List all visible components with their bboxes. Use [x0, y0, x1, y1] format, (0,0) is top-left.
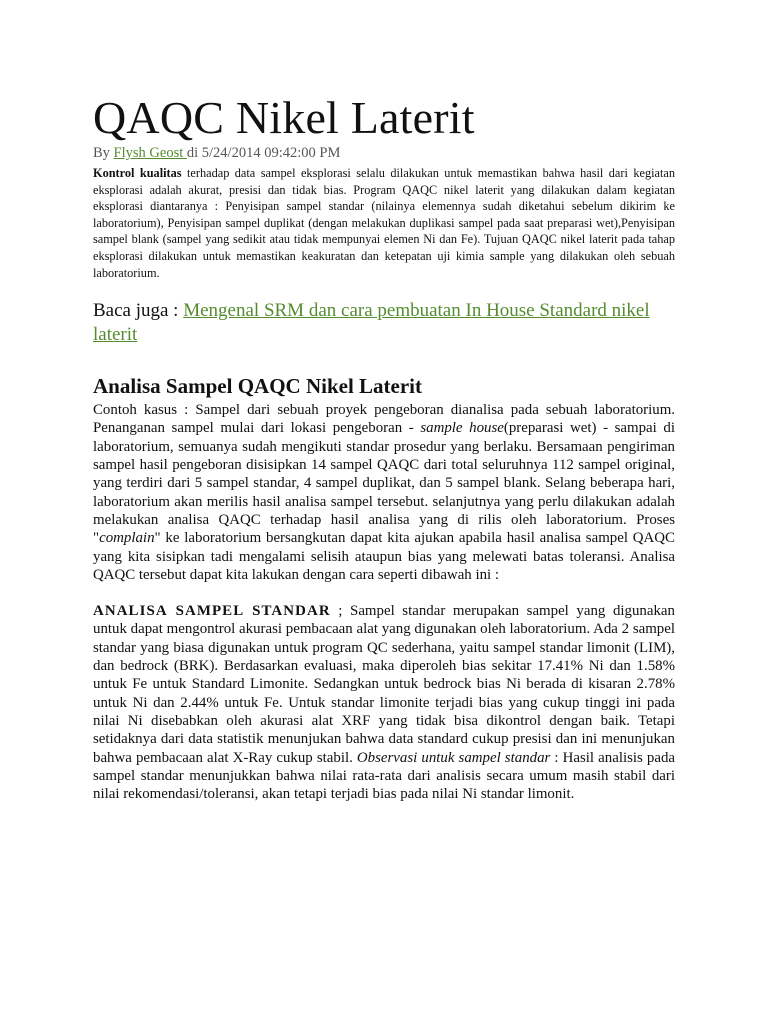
page-title: QAQC Nikel Laterit	[93, 92, 475, 143]
section-heading: Analisa Sampel QAQC Nikel Laterit	[93, 374, 422, 399]
case-text-1: Contoh kasus : Sampel dari sebuah proyek pengeboran dianalisa pada sebuah laboratorium. Penanganan sampel mulai dari lokasi pengeboran -	[93, 402, 675, 437]
standard-text-2: : Hasil analisis pada sampel standar menunjukkan bahwa nilai rata-rata dari analisis secara umum masih stabil dari nilai rekomendasi/toleransi, akan tetapi terjadi bias pada nilai Ni standar limonit.	[93, 749, 676, 803]
case-paragraph	[93, 401, 675, 584]
related-article-link[interactable]: Mengenal SRM dan cara pembuatan In House Standard nikel laterit	[93, 300, 650, 346]
standard-paragraph	[93, 602, 675, 803]
case-text-2: (preparasi wet) - sampai di laboratorium, semuanya sudah mengikuti standar prosedur yang berlaku. Bersamaan pengiriman sampel hasil pengeboran disisipkan 14 sampel QAQC dari total seluruhnya 112 sampel original, yang terdiri dari 5 sampel standar, 4 sampel duplikat, dan 5 sampel blank. Selang beberapa hari, laboratorium akan merilis hasil analisa sampel tersebut. selanjutnya yang perlu dilakukan adalah melakukan analisa QAQC terhadap hasil analisa yang di rilis oleh laboratorium. Proses "	[93, 420, 675, 547]
intro-text: terhadap data sampel eksplorasi selalu dilakukan untuk memastikan bahwa hasil dari kegiatan eksplorasi adalah akurat, presisi dan tidak bias. Program QAQC nikel laterit yang dilakukan dalam kegiatan eksplorasi diantaranya : Penyisipan sampel standar (nilainya elemennya sudah diketahui sebelum dikirim ke laboratorium), Penyisipan sampel duplikat (dengan melakukan duplikasi sampel pada saat preparasi wet),Penyisipan sampel blank (sampel yang sedikit atau tidak mempunyai elemen Ni dan Fe). Tujuan QAQC nikel laterit pada tahap eksplorasi dilakukan untuk memastikan keakuratan dan ketepatan uji kimia sample yang dilakukan oleh sebuah laboratorium.	[93, 166, 675, 280]
byline-prefix: By	[93, 145, 114, 161]
post-date: di 5/24/2014 09:42:00 PM	[186, 145, 341, 161]
related-label: Baca juga :	[93, 300, 184, 322]
article-body	[93, 92, 675, 818]
intro-bold-lead: Kontrol kualitas	[93, 166, 182, 180]
standard-text-1: ; Sampel standar merupakan sampel yang digunakan untuk dapat mengontrol akurasi pembacaan alat yang digunakan oleh laboratorium. Ada 2 sampel standar yang biasa digunakan untuk program QC sederhana, yaitu sampel standar limonit (LIM), dan bedrock (BRK). Berdasarkan evaluasi, maka diperoleh bias sekitar 17.41% Ni dan 1.58% untuk Fe untuk Standard Limonite. Sedangkan untuk bedrock bias Ni berada di kisaran 2.78% untuk Ni dan 2.44% untuk Fe. Untuk standar limonite terjadi bias yang cukup tinggi ini pada nilai Ni disebabkan oleh akurasi alat XRF yang tidak bisa dikontrol dengan baik. Tetapi setidaknya dari data statistik menunjukan bahwa data standard cukup presisi dan ini menunjukan bahwa pembacaan alat X-Ray cukup stabil.	[93, 603, 675, 766]
case-italic-2: complain	[99, 530, 155, 547]
case-italic-1: sample house	[420, 420, 504, 437]
standard-heading: ANALISA SAMPEL STANDAR	[93, 603, 331, 620]
byline	[93, 144, 675, 162]
standard-italic: Observasi untuk sampel standar	[356, 749, 551, 766]
related-link-block	[93, 299, 675, 347]
intro-paragraph	[93, 165, 675, 281]
author-link[interactable]: Flysh Geost	[113, 145, 187, 161]
case-text-3: " ke laboratorium bersangkutan dapat kita ajukan apabila hasil analisa sampel QAQC yang kita sisipkan tadi mengalami selisih ataupun bias yang melewati batas toleransi. Analisa QAQC tersebut dapat kita lakukan dengan cara seperti dibawah ini :	[93, 530, 675, 583]
